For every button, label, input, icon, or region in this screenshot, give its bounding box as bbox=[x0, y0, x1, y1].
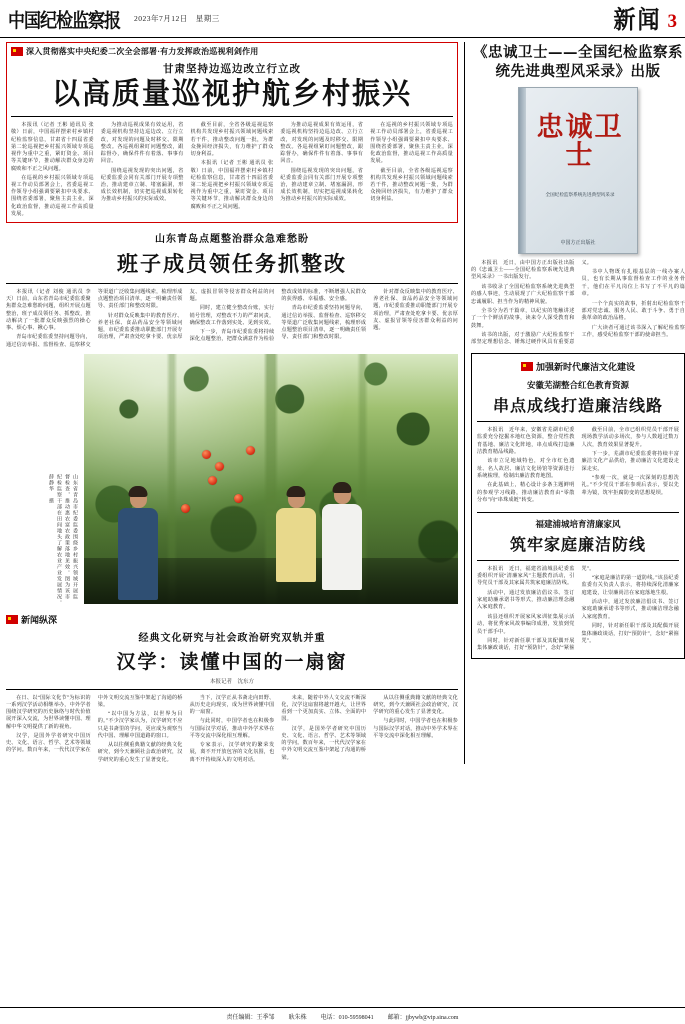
section-tag bbox=[477, 360, 679, 373]
lead-story bbox=[6, 42, 458, 223]
paragraph: 本报讯（记者 王彬 通讯员 张 敬）日前，中国福祥摆索村乡镇村纪检监察信息，甘肃省十四届省委第二轮巡视把乡村振兴领域专项巡视作为重中之重，紧盯资金、项目等关键环节，推动解决群众身边的腐败和不正之风问题。 bbox=[11, 122, 94, 172]
paragraph: 同时，针对新任职干部及其配偶开展集体廉政谈话，打好“预防针”，念好“紧箍咒”。 bbox=[581, 623, 679, 644]
section-title: 新闻 bbox=[613, 5, 662, 35]
paragraph: 下一步，芜湖市纪委监委将持续丰富廉洁文化产品供给，推动廉洁文化建设走深走实。 bbox=[581, 450, 679, 472]
paragraph: 同时，建立健全整改台账，实行销号管理，对整改不力的严肃问责，确保整改工作落到实处、见到实效。 bbox=[189, 305, 275, 326]
hair bbox=[333, 482, 352, 493]
divider bbox=[477, 512, 679, 513]
book-spine bbox=[519, 88, 526, 253]
paragraph: 本报讯 近日，福建省浦城县纪委监委组织开展“清廉家风”主题教育活动，引导党员干部及其家属共筑家庭廉洁防线。 bbox=[477, 565, 575, 587]
storyc-headline: 筑牢家庭廉洁防线 bbox=[509, 534, 646, 554]
book-story-body bbox=[471, 260, 685, 347]
paragraph: 为推动巡视成果有效运用，省委巡视机构坚持边巡边改、立行立改，对发现的问题及时移交、限期整改。各巡视组紧盯问题整改，跟踪督办，确保件件有着落、事事有回音。 bbox=[100, 122, 184, 165]
paragraph: 本报讯 近日，由中国方正出版社出版的《忠诚卫士——全国纪检监察系统先进典型风采录》一书出版发行。 bbox=[471, 259, 575, 281]
story2-shoulder: 山东青岛点题整治群众急难愁盼 bbox=[155, 234, 309, 246]
paragraph: 该市立足地域特色，对全市红色遗址、名人故居、廉洁文化场馆等资源进行系统梳理，绘制出廉洁教育地图。 bbox=[477, 458, 575, 480]
storyb-body bbox=[477, 427, 679, 505]
paragraph: 本报讯 近年来，安徽省芜湖市纪委监委充分挖掘本地红色资源，整合党性教育基地、廉洁文化阵地，串点成线打造廉洁教育精品线路。 bbox=[477, 426, 575, 455]
paragraph: 针对群众反映集中的教育医疗、养老社保、食品药品安全等领域问题，市纪委监委推动职能部门开展专项治理，严肃查处吃拿卡要、优亲厚友、虚报冒领等侵害群众利益的问题。 bbox=[97, 289, 275, 341]
page-body bbox=[0, 38, 685, 764]
lead-kicker-text: 深入贯彻落实中央纪委二次全会部署·有力发挥政治巡视利剑作用 bbox=[26, 47, 259, 56]
lead-headline: 以高质量巡视护航乡村振兴 bbox=[51, 76, 412, 111]
torso bbox=[118, 508, 158, 600]
storyb-headline: 串点成线打造廉洁线路 bbox=[492, 395, 663, 415]
paragraph: 在巡视的乡村振兴领域专项巡视工作动员部署会上，省委巡视工作领导小组强调要紧扣中央要求、围绕省委部署，聚焦主责主业，深化政治监督，推动巡视工作高质量发展。 bbox=[370, 122, 453, 165]
lead-shoulder: 甘肃坚持边巡边改立行立改 bbox=[163, 64, 301, 75]
story-pucheng bbox=[477, 518, 679, 653]
book-cover-subtitle: 全国纪检监察系统先进典型风采录 bbox=[545, 191, 615, 197]
story2-body bbox=[6, 289, 458, 349]
paragraph: “参观一次，就是一次深刻的思想洗礼。”不少党员干部在参观后表示，要以先辈为镜，筑牢拒腐防变的思想堤坝。 bbox=[581, 475, 679, 496]
paragraph: 未来，随着中外人文交流不断深化，汉学这扇窗将越开越大，让世界看到一个更加真实、立体、全面的中国。 bbox=[281, 694, 367, 723]
paragraph: 活动中，通过发放廉洁倡议书、签订家庭助廉承诺书等形式，推动廉洁理念融入家庭教育。 bbox=[581, 599, 679, 620]
paragraph: 汉学，是国外学者研究中国历史、文化、语言、哲学、艺术等领域的学问。数百年来，一代代汉学家在中外文明交流互鉴中架起了沟通的桥梁。 bbox=[6, 694, 183, 754]
divider bbox=[11, 116, 453, 117]
paragraph: 该县还组织开展家风家训征集展示活动，将优秀家风故事编印成册，发放到党员干部手中。 bbox=[477, 613, 575, 635]
paragraph: 从以往侧重典籍文献的经典文化研究，到今天兼顾社会政治研究，汉学研究的重心发生了显著变化。 bbox=[373, 694, 458, 716]
storyc-shoulder: 福建浦城培育清廉家风 bbox=[535, 518, 621, 529]
story-qingdao bbox=[6, 230, 458, 610]
hair bbox=[129, 486, 148, 497]
photo-caption: 山东省青岛市纪委监委围绕乡村振兴领域开展监督检查，推动惠农富农政策落地见效。图为该市纪检监察干部在田间地头了解农业产业发展情况。 薛静华 摄 bbox=[48, 473, 77, 610]
paragraph: 活动中，通过发放廉洁倡议书、签订家庭助廉承诺书等形式，推动廉洁理念融入家庭教育。 bbox=[477, 589, 575, 611]
story2-headline: 班子成员领任务抓整改 bbox=[117, 251, 347, 277]
paragraph: 截至目前，全省各级巡视巡察机构共发现乡村振兴领域问题线索若干件，推动整改问题一批，为群众挽回经济损失，有力维护了群众切身利益。 bbox=[370, 167, 453, 203]
torso bbox=[276, 508, 316, 582]
paragraph: 截至目前，全市已组织党员干部开展现场教学活动多场次，参与人数超过数万人次，教育效果显著提升。 bbox=[581, 426, 679, 448]
masthead-right bbox=[613, 3, 677, 34]
footer-editor: 责任编辑：王季邹 bbox=[226, 1014, 275, 1021]
photo-block bbox=[6, 354, 458, 610]
page-footer bbox=[0, 1007, 685, 1024]
masthead bbox=[0, 0, 685, 38]
tomato-fruit bbox=[234, 494, 243, 503]
book-cover-title: 忠诚卫士 bbox=[536, 111, 624, 172]
paragraph: 围绕巡视发现的突出问题，省纪委监委会同有关部门开展专项整治，推动建章立制、堵塞漏洞，形成长效机制，切实把巡视成果转化为推动乡村振兴的实际成效。 bbox=[100, 167, 184, 203]
main-column bbox=[6, 42, 458, 764]
storyb-shoulder: 安徽芜湖整合红色教育资源 bbox=[526, 379, 629, 390]
paragraph: 本报讯（记者 刘俊 通讯员 李天）日前，山东省青岛市纪委监委聚焦群众急难愁盼问题，组织开展点题整治，班子成员领任务、抓整改，推动解决了一批群众反映强烈的操心事、烦心事、揪心事。 bbox=[6, 289, 91, 332]
divider bbox=[477, 421, 679, 422]
paragraph: 从以往侧重典籍文献的经典文化研究，到今天兼顾社会政治研究，汉学研究的重心发生了显著变化。 bbox=[97, 742, 183, 763]
story3-body bbox=[6, 695, 458, 764]
divider bbox=[6, 689, 458, 690]
section-tag-label: 新闻纵深 bbox=[21, 614, 58, 625]
section-tag-label: 加强新时代廉洁文化建设 bbox=[535, 361, 635, 372]
publication-date: 2023年7月12日 星期三 bbox=[134, 14, 220, 23]
person-figure bbox=[276, 489, 316, 582]
storyc-body bbox=[477, 566, 679, 653]
paragraph: 同时，针对新任职干部及其配偶开展集体廉政谈话，打好“预防针”，念好“紧箍咒”。 bbox=[477, 565, 595, 652]
right-column bbox=[464, 42, 685, 764]
paragraph: 与此同时，中国学者也在积极参与国际汉学对话，推动中外学术界在平等交流中深化相互理解。 bbox=[189, 718, 275, 739]
divider bbox=[6, 283, 458, 284]
paragraph: 该书的出版，对于激励广大纪检监察干部坚定理想信念、锤炼过硬作风具有重要意义。 bbox=[471, 259, 593, 346]
paragraph: “以中国为方法，以世界为目的。”不少汉学家认为，汉学研究不应只是书斋里的学问，更应成为观察当代中国、理解中国道路的窗口。 bbox=[97, 711, 183, 739]
paragraph: 在巡视的乡村振兴领域专项巡视工作动员部署会上，省委巡视工作领导小组强调要紧扣中央要求、围绕省委部署，聚焦主责主业，深化政治监督，推动巡视工作高质量发展。 bbox=[11, 174, 94, 217]
paragraph: 与此同时，中国学者也在积极参与国际汉学对话，推动中外学术界在平等交流中深化相互理解。 bbox=[373, 718, 458, 739]
story-wuhu-box bbox=[471, 353, 685, 659]
paragraph: 汉学，是国外学者研究中国历史、文化、语言、哲学、艺术等领域的学问。数百年来，一代代汉学家在中外文明交流互鉴中架起了沟通的桥梁。 bbox=[281, 725, 367, 761]
paragraph: 全书分为若干篇章，以纪实的笔触讲述了一个个鲜活的故事，读来令人深受教育和鼓舞。 bbox=[471, 307, 575, 329]
paragraph: 在日、以“国际文化节”为标识的一系列汉学活动相继举办，中外学者围绕汉学研究的历史脉络与时代价值展开深入交流，为世界读懂中国、理解中华文明提供了新的视角。 bbox=[6, 694, 91, 730]
footer-layout: 耿朱株 bbox=[288, 1014, 307, 1021]
lead-kicker bbox=[11, 46, 453, 57]
tomato-fruit bbox=[208, 476, 217, 485]
book-publisher: 中国方正出版社 bbox=[560, 240, 596, 246]
paragraph: 书中人物既有扎根基层的一线办案人员，也有长期从事监督检查工作的业务骨干，他们在平凡岗位上书写了不平凡的篇章。 bbox=[581, 269, 685, 298]
book-story-headline: 《忠诚卫士——全国纪检监察系统先进典型风采录》出版 bbox=[473, 44, 683, 80]
paragraph: 专家表示，汉学研究的繁荣发展，离不开开放包容的文化氛围，也离不开持续深入的文明对话。 bbox=[189, 742, 275, 763]
paragraph: 本报讯（记者 王彬 通讯员 张 敬）日前，中国福祥摆索村乡镇村纪检监察信息，甘肃省十四届省委第二轮巡视把乡村振兴领域专项巡视作为重中之重，紧盯资金、项目等关键环节，推动解决群众身边的腐败和不正之风问题。 bbox=[190, 160, 274, 210]
page-number: 3 bbox=[667, 11, 677, 32]
person-figure bbox=[322, 485, 362, 590]
footer-phone: 电话：010-59598041 bbox=[320, 1014, 374, 1021]
paragraph: 青岛市纪委监委坚持问题导向，通过信访举报、监督检查、巡察移交等渠道广泛收集问题线索，梳理形成点题整治项目清单，逐一明确责任领导、责任部门和整改时限。 bbox=[6, 289, 183, 348]
paragraph: 针对群众反映集中的教育医疗、养老社保、食品药品安全等领域问题，市纪委监委推动职能部门开展专项治理，严肃查处吃拿卡要、优亲厚友、虚报冒领等侵害群众利益的问题。 bbox=[373, 289, 458, 332]
flag-icon bbox=[11, 47, 23, 56]
hair bbox=[287, 486, 306, 497]
story-hanxue bbox=[6, 611, 458, 764]
paragraph: 截至目前，全省各级巡视巡察机构共发现乡村振兴领域问题线索若干件，推动整改问题一批，为群众挽回经济损失，有力维护了群众切身利益。 bbox=[190, 122, 274, 158]
story3-byline: 本报记者 沈东方 bbox=[209, 678, 254, 685]
footer-email: 邮箱：jjbywb@vip.sina.com bbox=[387, 1014, 459, 1021]
newspaper-logo: 中国纪检监察报 bbox=[8, 9, 120, 33]
paragraph: 一个个真实的故事，折射出纪检监察干部对党忠诚、服务人民、敢于斗争、勇于自我革命的政治品格。 bbox=[581, 300, 685, 322]
torso bbox=[322, 504, 362, 590]
story-book bbox=[471, 44, 685, 347]
tomato-fruit bbox=[181, 504, 190, 513]
paragraph: 为推动巡视成果有效运用，省委巡视机构坚持边巡边改、立行立改，对发现的问题及时移交、限期整改。各巡视组紧盯问题整改，跟踪督办，确保件件有着落、事事有回音。 bbox=[280, 122, 364, 165]
section-tag bbox=[6, 613, 57, 626]
story3-headline: 汉学：读懂中国的一扇窗 bbox=[116, 650, 348, 673]
story3-shoulder: 经典文化研究与社会政治研究双轨并重 bbox=[138, 632, 326, 644]
paragraph: 围绕巡视发现的突出问题，省纪委监委会同有关部门开展专项整治，推动建章立制、堵塞漏洞，形成长效机制，切实把巡视成果转化为推动乡村振兴的实际成效。 bbox=[280, 167, 364, 203]
paragraph: 当下，汉学正从书斋走向田野、从历史走向现实，成为世界读懂中国的一扇窗。 bbox=[189, 694, 275, 716]
flag-icon bbox=[521, 362, 533, 371]
paragraph: “家庭是廉洁的第一道防线。”该县纪委监委有关负责人表示，将持续深化清廉家庭建设，让崇廉尚洁在家庭落地生根。 bbox=[581, 574, 679, 596]
paragraph: 下一步，青岛市纪委监委将持续深化点题整治，把群众满意作为检验整改成效的标准，不断增强人民群众的获得感、幸福感、安全感。 bbox=[189, 289, 367, 343]
person-figure bbox=[118, 489, 158, 600]
book-cover-image bbox=[518, 87, 638, 254]
paragraph: 广大读者可通过该书深入了解纪检监察工作，感受纪检监察干部的使命担当。 bbox=[581, 324, 685, 339]
flag-icon bbox=[6, 615, 18, 624]
tomato-fruit bbox=[215, 462, 224, 471]
divider bbox=[477, 560, 679, 561]
paragraph: 青岛市纪委监委坚持问题导向，通过信访举报、监督检查、巡察移交等渠道广泛收集问题线索，梳理形成点题整治项目清单，逐一明确责任领导、责任部门和整改时限。 bbox=[281, 305, 367, 341]
tomato-fruit bbox=[202, 450, 211, 459]
tomato-fruit bbox=[246, 446, 255, 455]
paragraph: 该书收录了全国纪检监察系统先进典型的感人事迹，生动展现了广大纪检监察干部忠诚履职、担当作为的精神风貌。 bbox=[471, 283, 575, 305]
paragraph: 在此基础上，精心设计多条主题鲜明的参观学习线路，推动廉洁教育由“零散分布”向“串珠成链”转变。 bbox=[477, 482, 575, 504]
lead-body bbox=[11, 122, 453, 218]
news-photo bbox=[84, 354, 458, 604]
